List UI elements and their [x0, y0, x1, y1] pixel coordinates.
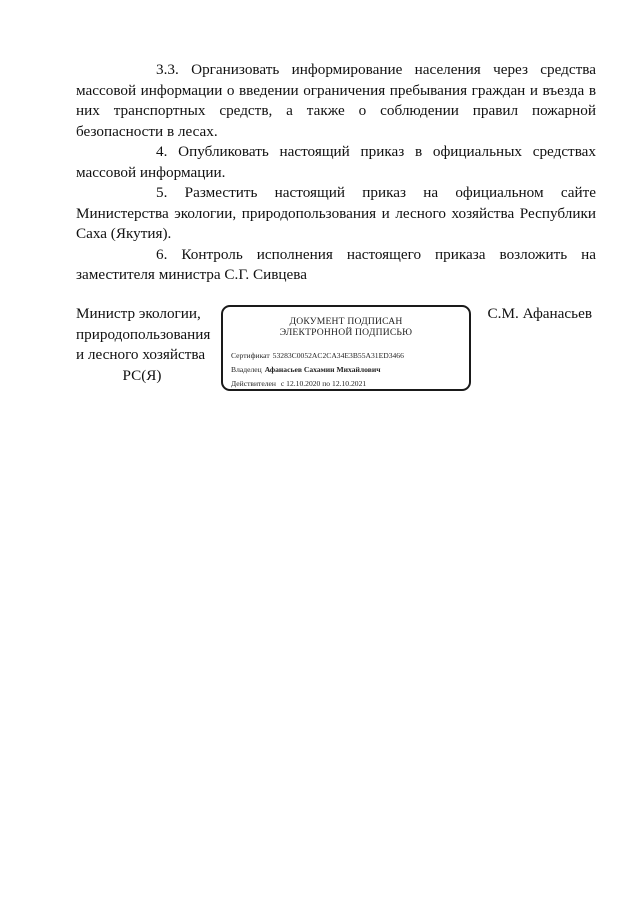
- stamp-owner-row: [231, 365, 463, 375]
- certificate-label: Сертификат: [231, 351, 270, 360]
- signatory-name: С.М. Афанасьев: [487, 305, 592, 322]
- owner-label: Владелец: [231, 365, 262, 374]
- certificate-value: 53283C0052AC2CA34E3B55A31ED3466: [272, 351, 404, 360]
- electronic-signature-stamp: [221, 305, 471, 391]
- position-line: РС(Я): [122, 366, 162, 384]
- validity-label: Действителен: [231, 379, 276, 388]
- signature-block: [76, 304, 596, 404]
- order-body: [76, 60, 596, 286]
- validity-to-word: по: [322, 379, 331, 388]
- position-line: природопользования: [76, 325, 211, 343]
- paragraph-text: Контроль исполнения настоящего приказа возложить на заместителя министра С.Г. Сивцева: [76, 245, 596, 283]
- stamp-validity-row: [231, 379, 463, 389]
- signatory-position: [76, 304, 216, 386]
- stamp-title: [223, 316, 469, 338]
- paragraph-number: 4.: [156, 143, 168, 160]
- position-line: и лесного хозяйства: [76, 346, 206, 363]
- validity-from: 12.10.2020: [286, 379, 321, 388]
- paragraph-number: 5.: [156, 184, 168, 201]
- paragraph-text: Опубликовать настоящий приказ в официальных средствах массовой информации.: [76, 143, 597, 181]
- paragraph-number: 6.: [156, 245, 168, 263]
- validity-to: 12.10.2021: [332, 379, 367, 388]
- stamp-title-line: ЭЛЕКТРОННОЙ ПОДПИСЬЮ: [279, 327, 413, 338]
- paragraph-text: Разместить настоящий приказ на официальном сайте Министерства экологии, природопользования и лесного хозяйства Республики Саха (Якутия).: [76, 184, 597, 242]
- paragraph-number: 3.3.: [156, 61, 179, 78]
- stamp-title-line: ДОКУМЕНТ ПОДПИСАН: [289, 316, 403, 327]
- validity-from-word: с: [280, 379, 285, 388]
- stamp-certificate-row: [231, 351, 463, 361]
- paragraph-4: [76, 142, 596, 183]
- paragraph-6: [76, 245, 596, 286]
- position-line: Министр экологии,: [76, 305, 201, 322]
- paragraph-text: Организовать информирование населения через средства массовой информации о введении ограничения пребывания граждан и въезда в них транспортных средств, а также о соблюдении правил пожарной безопасности в лесах.: [76, 61, 596, 140]
- paragraph-5: [76, 183, 596, 245]
- owner-value: Афанасьев Сахамин Михайлович: [264, 365, 381, 374]
- paragraph-3-3: [76, 60, 596, 142]
